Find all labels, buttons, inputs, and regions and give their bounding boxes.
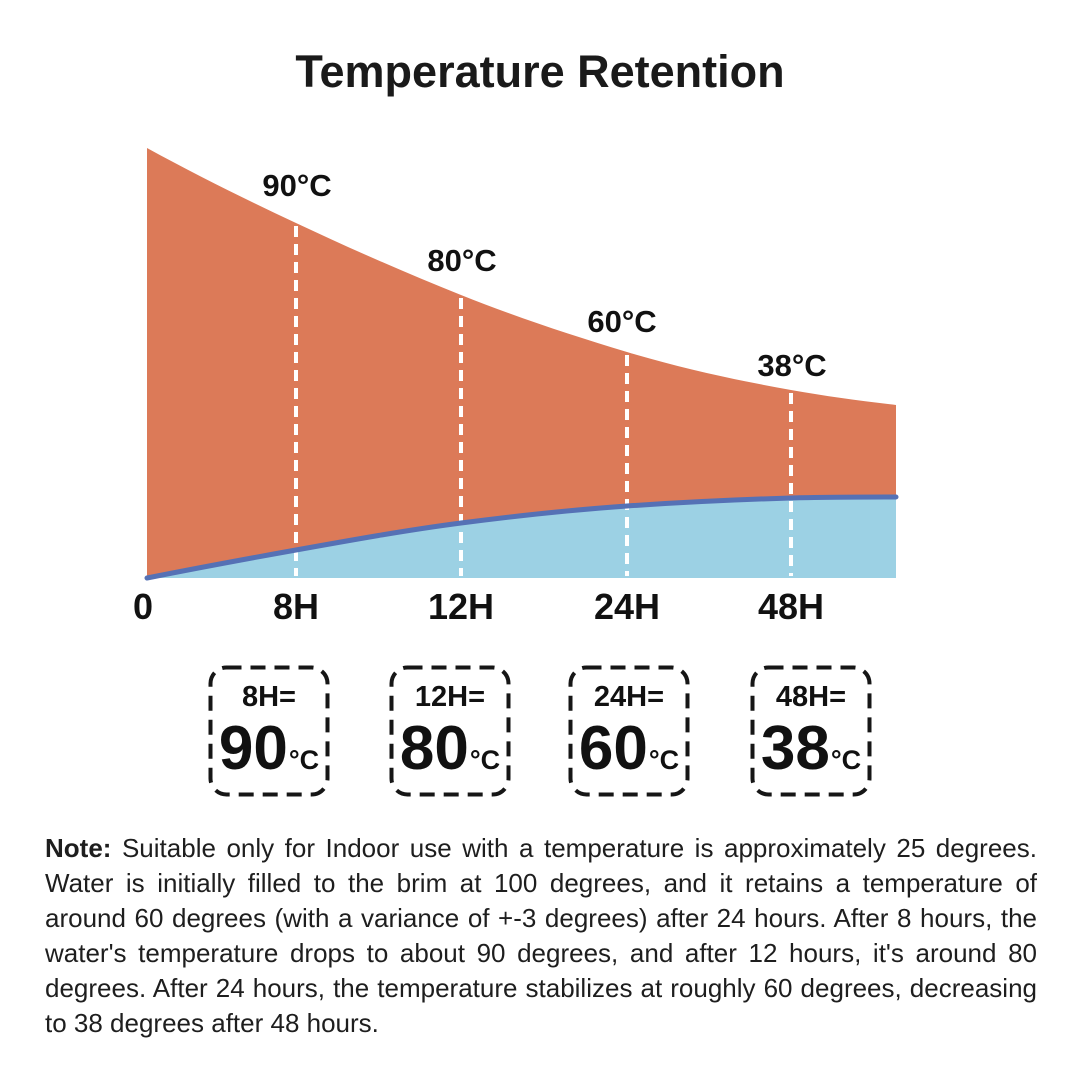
callout-value-row bbox=[750, 713, 872, 783]
x-axis-label-8h: 8H bbox=[272, 586, 320, 627]
x-axis-label-0: 0 bbox=[132, 586, 154, 627]
page-title: Temperature Retention bbox=[295, 46, 785, 97]
callout-box-48h bbox=[750, 665, 872, 797]
curve-label-38c: 38°C bbox=[757, 348, 827, 383]
callout-unit: °C bbox=[288, 744, 320, 775]
callout-hours: 24H= bbox=[593, 681, 665, 713]
callout-hours: 48H= bbox=[775, 681, 847, 713]
curve-label-80c: 80°C bbox=[427, 243, 497, 278]
curve-label-90c: 90°C bbox=[262, 168, 332, 203]
curve-label-60c: 60°C bbox=[587, 304, 657, 339]
note-label: Note: bbox=[45, 833, 112, 863]
callout-hours: 8H= bbox=[241, 681, 296, 713]
note-paragraph bbox=[45, 831, 1037, 1041]
callout-unit: °C bbox=[648, 744, 680, 775]
callout-box-12h bbox=[389, 665, 511, 797]
callout-unit: °C bbox=[830, 744, 862, 775]
callout-value-row bbox=[568, 713, 690, 783]
callout-box-8h bbox=[208, 665, 330, 797]
x-axis-label-12h: 12H bbox=[427, 586, 495, 627]
x-axis-label-48h: 48H bbox=[757, 586, 825, 627]
x-axis-label-24h: 24H bbox=[593, 586, 661, 627]
callout-value: 90 bbox=[218, 713, 288, 783]
callout-unit: °C bbox=[469, 744, 501, 775]
callout-box-24h bbox=[568, 665, 690, 797]
note-body: Suitable only for Indoor use with a temperature is approximately 25 degrees. Water is initially filled to the brim at 100 degrees, and it retains a temperature of around 60 degrees (with a variance of +-3 degrees) after 24 hours. After 8 hours, the water's temperature drops to about 90 degrees, and after 12 hours, it's around 80 degrees. After 24 hours, the temperature stabilizes at roughly 60 degrees, decreasing to 38 degrees after 48 hours. bbox=[45, 833, 1037, 1038]
callout-value: 38 bbox=[760, 713, 830, 783]
callout-value-row bbox=[208, 713, 330, 783]
callout-value: 80 bbox=[399, 713, 469, 783]
callout-value-row bbox=[389, 713, 511, 783]
callout-value: 60 bbox=[578, 713, 648, 783]
callout-hours: 12H= bbox=[414, 681, 486, 713]
